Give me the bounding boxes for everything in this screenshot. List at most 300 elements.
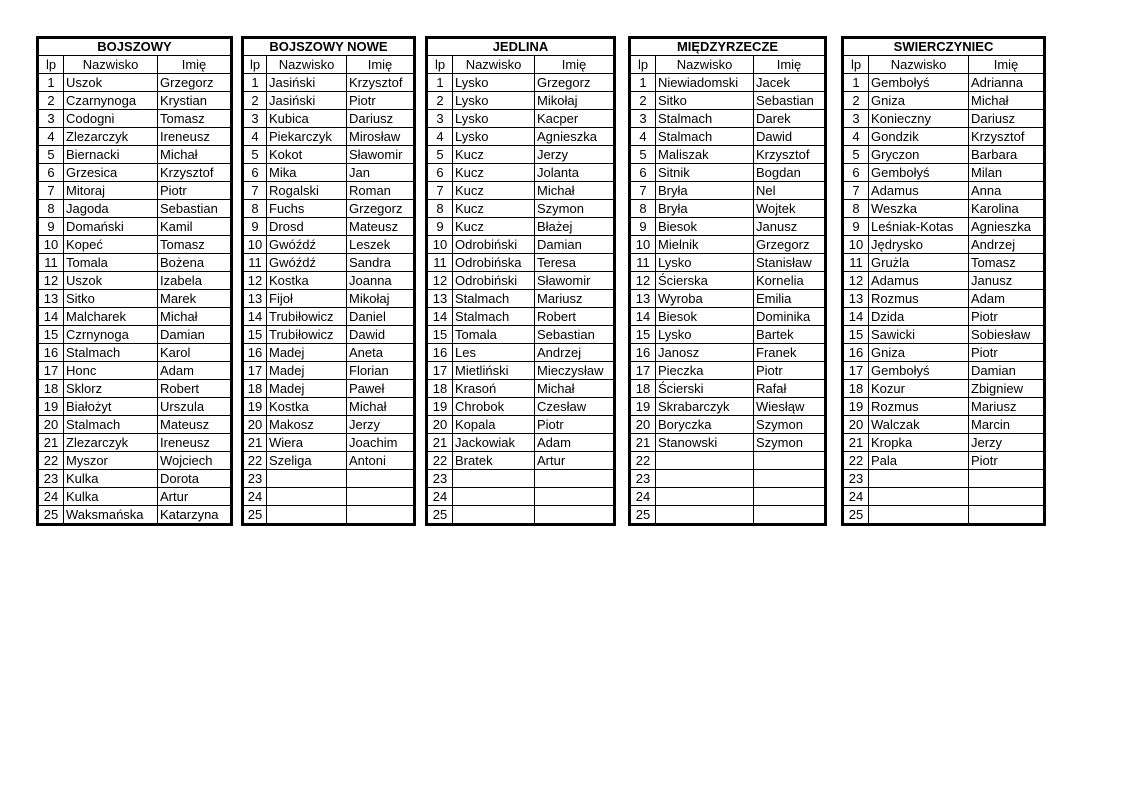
row-number: 25 <box>630 506 656 525</box>
first-name-cell: Bożena <box>158 254 232 272</box>
table-row <box>427 146 615 164</box>
row-number: 22 <box>630 452 656 470</box>
table-row <box>630 74 826 92</box>
first-name-cell: Mariusz <box>969 398 1045 416</box>
first-name-cell: Adam <box>158 362 232 380</box>
row-number: 1 <box>243 74 267 92</box>
first-name-cell: Adam <box>535 434 615 452</box>
table-row <box>427 200 615 218</box>
row-number: 6 <box>843 164 869 182</box>
table-row <box>38 452 232 470</box>
first-name-cell: Grzegorz <box>754 236 826 254</box>
row-number: 20 <box>243 416 267 434</box>
first-name-cell: Ireneusz <box>158 434 232 452</box>
surname-cell: Janosz <box>656 344 754 362</box>
row-number: 12 <box>243 272 267 290</box>
first-name-cell: Mateusz <box>158 416 232 434</box>
table-row <box>38 362 232 380</box>
table-row <box>243 506 415 525</box>
table-row <box>243 344 415 362</box>
lp-header: lp <box>38 56 64 74</box>
surname-cell: Kostka <box>267 398 347 416</box>
first-name-cell: Kacper <box>535 110 615 128</box>
first-name-cell: Krzysztof <box>754 146 826 164</box>
table-row <box>630 92 826 110</box>
row-number: 4 <box>38 128 64 146</box>
first-name-cell: Nel <box>754 182 826 200</box>
table-row <box>427 182 615 200</box>
first-name-cell: Jacek <box>754 74 826 92</box>
row-number: 9 <box>38 218 64 236</box>
surname-cell: Kostka <box>267 272 347 290</box>
table-row <box>843 290 1045 308</box>
first-name-cell: Dariusz <box>347 110 415 128</box>
row-number: 17 <box>38 362 64 380</box>
village-table <box>425 36 616 526</box>
table-row <box>243 380 415 398</box>
surname-cell: Madej <box>267 362 347 380</box>
first-name-cell: Jolanta <box>535 164 615 182</box>
first-name-cell: Paweł <box>347 380 415 398</box>
first-name-header: Imię <box>754 56 826 74</box>
surname-cell: Kopala <box>453 416 535 434</box>
row-number: 16 <box>38 344 64 362</box>
table-row <box>630 254 826 272</box>
first-name-cell: Piotr <box>754 362 826 380</box>
surname-cell: Kokot <box>267 146 347 164</box>
first-name-cell: Janusz <box>754 218 826 236</box>
first-name-cell: Piotr <box>158 182 232 200</box>
surname-cell: Stalmach <box>656 128 754 146</box>
table-row <box>38 326 232 344</box>
surname-cell: Kucz <box>453 146 535 164</box>
table-row <box>630 362 826 380</box>
row-number: 3 <box>243 110 267 128</box>
table-row <box>843 308 1045 326</box>
surname-cell: Les <box>453 344 535 362</box>
table-row <box>38 344 232 362</box>
row-number: 10 <box>427 236 453 254</box>
first-name-cell: Sobiesław <box>969 326 1045 344</box>
table-row <box>843 218 1045 236</box>
surname-cell: Gembołyś <box>869 164 969 182</box>
first-name-cell <box>535 506 615 525</box>
table-row <box>843 398 1045 416</box>
table-row <box>843 92 1045 110</box>
row-number: 5 <box>427 146 453 164</box>
first-name-cell: Szymon <box>754 434 826 452</box>
surname-cell: Jackowiak <box>453 434 535 452</box>
table-row <box>843 362 1045 380</box>
surname-cell: Walczak <box>869 416 969 434</box>
row-number: 21 <box>38 434 64 452</box>
table-row <box>630 290 826 308</box>
first-name-cell: Franek <box>754 344 826 362</box>
surname-cell: Kopeć <box>64 236 158 254</box>
row-number: 4 <box>630 128 656 146</box>
surname-cell: Stalmach <box>453 308 535 326</box>
table-row <box>427 128 615 146</box>
table-row <box>843 164 1045 182</box>
surname-cell: Zlezarczyk <box>64 128 158 146</box>
row-number: 14 <box>843 308 869 326</box>
surname-cell: Ścierski <box>656 380 754 398</box>
table-row <box>427 380 615 398</box>
first-name-cell <box>347 488 415 506</box>
first-name-cell: Mateusz <box>347 218 415 236</box>
table-row <box>38 290 232 308</box>
table-row <box>630 434 826 452</box>
table-row <box>630 470 826 488</box>
surname-cell: Grzesica <box>64 164 158 182</box>
table-row <box>630 218 826 236</box>
table-row <box>427 290 615 308</box>
surname-cell: Wyroba <box>656 290 754 308</box>
surname-cell: Chrobok <box>453 398 535 416</box>
first-name-cell: Szymon <box>754 416 826 434</box>
row-number: 18 <box>243 380 267 398</box>
row-number: 24 <box>38 488 64 506</box>
row-number: 22 <box>843 452 869 470</box>
row-number: 22 <box>427 452 453 470</box>
surname-cell: Sitnik <box>656 164 754 182</box>
row-number: 11 <box>630 254 656 272</box>
table-row <box>427 92 615 110</box>
surname-header: Nazwisko <box>267 56 347 74</box>
table-row <box>843 452 1045 470</box>
table-row <box>630 236 826 254</box>
table-row <box>38 200 232 218</box>
row-number: 15 <box>38 326 64 344</box>
first-name-cell: Artur <box>535 452 615 470</box>
first-name-cell: Darek <box>754 110 826 128</box>
surname-cell: Uszok <box>64 74 158 92</box>
table-row <box>843 380 1045 398</box>
surname-cell: Biesok <box>656 308 754 326</box>
surname-cell: Adamus <box>869 272 969 290</box>
surname-cell: Leśniak-Kotas <box>869 218 969 236</box>
surname-cell: Kropka <box>869 434 969 452</box>
first-name-cell: Karolina <box>969 200 1045 218</box>
surname-cell: Mielnik <box>656 236 754 254</box>
first-name-cell: Florian <box>347 362 415 380</box>
row-number: 8 <box>38 200 64 218</box>
first-name-cell: Krzysztof <box>347 74 415 92</box>
surname-cell: Madej <box>267 344 347 362</box>
first-name-cell: Adrianna <box>969 74 1045 92</box>
row-number: 23 <box>843 470 869 488</box>
first-name-cell: Jerzy <box>535 146 615 164</box>
row-number: 6 <box>243 164 267 182</box>
row-number: 12 <box>843 272 869 290</box>
first-name-cell <box>754 470 826 488</box>
row-number: 18 <box>427 380 453 398</box>
surname-cell: Odrobiński <box>453 236 535 254</box>
table-row <box>630 380 826 398</box>
row-number: 6 <box>38 164 64 182</box>
row-number: 22 <box>243 452 267 470</box>
row-number: 6 <box>630 164 656 182</box>
first-name-cell: Teresa <box>535 254 615 272</box>
row-number: 7 <box>243 182 267 200</box>
first-name-cell: Grzegorz <box>535 74 615 92</box>
table-row <box>843 326 1045 344</box>
surname-cell: Gondzik <box>869 128 969 146</box>
first-name-cell <box>754 452 826 470</box>
row-number: 9 <box>427 218 453 236</box>
row-number: 12 <box>630 272 656 290</box>
first-name-cell: Sebastian <box>535 326 615 344</box>
surname-cell: Kucz <box>453 164 535 182</box>
table-row <box>630 182 826 200</box>
row-number: 20 <box>427 416 453 434</box>
row-number: 15 <box>243 326 267 344</box>
first-name-cell <box>969 470 1045 488</box>
first-name-cell: Bartek <box>754 326 826 344</box>
surname-cell: Jędrysko <box>869 236 969 254</box>
row-number: 5 <box>843 146 869 164</box>
surname-cell: Weszka <box>869 200 969 218</box>
first-name-cell: Piotr <box>969 308 1045 326</box>
surname-cell: Stalmach <box>656 110 754 128</box>
surname-cell: Adamus <box>869 182 969 200</box>
surname-cell: Grużla <box>869 254 969 272</box>
surname-cell: Piekarczyk <box>267 128 347 146</box>
row-number: 21 <box>243 434 267 452</box>
row-number: 21 <box>630 434 656 452</box>
surname-header: Nazwisko <box>64 56 158 74</box>
table-row <box>630 452 826 470</box>
row-number: 1 <box>630 74 656 92</box>
row-number: 4 <box>427 128 453 146</box>
surname-cell: Pieczka <box>656 362 754 380</box>
table-title: BOJSZOWY NOWE <box>243 38 415 56</box>
first-name-cell <box>535 470 615 488</box>
table-row <box>630 272 826 290</box>
first-name-cell: Leszek <box>347 236 415 254</box>
surname-cell: Codogni <box>64 110 158 128</box>
table-row <box>843 272 1045 290</box>
row-number: 13 <box>243 290 267 308</box>
table-row <box>427 74 615 92</box>
surname-cell: Malcharek <box>64 308 158 326</box>
lp-header: lp <box>427 56 453 74</box>
row-number: 9 <box>630 218 656 236</box>
surname-cell: Trubiłowicz <box>267 326 347 344</box>
row-number: 21 <box>427 434 453 452</box>
table-row <box>243 146 415 164</box>
row-number: 14 <box>38 308 64 326</box>
first-name-cell: Michał <box>535 182 615 200</box>
first-name-cell: Wojtek <box>754 200 826 218</box>
surname-cell <box>267 470 347 488</box>
first-name-cell <box>347 470 415 488</box>
row-number: 14 <box>630 308 656 326</box>
first-name-cell: Michał <box>347 398 415 416</box>
row-number: 19 <box>630 398 656 416</box>
table-row <box>843 344 1045 362</box>
row-number: 13 <box>630 290 656 308</box>
row-number: 23 <box>427 470 453 488</box>
first-name-cell: Sławomir <box>535 272 615 290</box>
table-row <box>38 488 232 506</box>
first-name-cell: Agnieszka <box>535 128 615 146</box>
table-row <box>843 146 1045 164</box>
surname-cell: Mitoraj <box>64 182 158 200</box>
surname-cell: Kucz <box>453 218 535 236</box>
row-number: 16 <box>427 344 453 362</box>
table-row <box>38 218 232 236</box>
table-row <box>243 470 415 488</box>
table-row <box>38 92 232 110</box>
table-row <box>630 308 826 326</box>
row-number: 25 <box>843 506 869 525</box>
first-name-cell: Marek <box>158 290 232 308</box>
surname-cell: Białożyt <box>64 398 158 416</box>
table-row <box>243 308 415 326</box>
surname-cell: Drosd <box>267 218 347 236</box>
surname-cell: Niewiadomski <box>656 74 754 92</box>
row-number: 8 <box>427 200 453 218</box>
row-number: 4 <box>243 128 267 146</box>
surname-cell <box>453 506 535 525</box>
first-name-cell: Błażej <box>535 218 615 236</box>
row-number: 18 <box>843 380 869 398</box>
table-row <box>243 182 415 200</box>
surname-cell: Czarnynoga <box>64 92 158 110</box>
first-name-cell: Kornelia <box>754 272 826 290</box>
surname-cell: Jagoda <box>64 200 158 218</box>
table-row <box>427 398 615 416</box>
surname-cell: Kubica <box>267 110 347 128</box>
first-name-cell: Piotr <box>969 344 1045 362</box>
row-number: 5 <box>630 146 656 164</box>
first-name-cell: Tomasz <box>158 110 232 128</box>
first-name-cell: Sandra <box>347 254 415 272</box>
surname-cell <box>453 470 535 488</box>
table-row <box>243 128 415 146</box>
table-row <box>243 92 415 110</box>
table-row <box>38 236 232 254</box>
table-row <box>427 326 615 344</box>
first-name-cell: Andrzej <box>535 344 615 362</box>
table-row <box>243 398 415 416</box>
surname-cell: Ścierska <box>656 272 754 290</box>
row-number: 8 <box>243 200 267 218</box>
table-row <box>243 488 415 506</box>
first-name-cell: Mariusz <box>535 290 615 308</box>
row-number: 15 <box>843 326 869 344</box>
table-row <box>38 146 232 164</box>
surname-cell: Sitko <box>64 290 158 308</box>
surname-cell: Gniza <box>869 344 969 362</box>
row-number: 19 <box>843 398 869 416</box>
row-number: 16 <box>630 344 656 362</box>
surname-cell: Wiera <box>267 434 347 452</box>
surname-cell: Honc <box>64 362 158 380</box>
first-name-cell: Jerzy <box>969 434 1045 452</box>
row-number: 8 <box>843 200 869 218</box>
surname-cell: Rozmus <box>869 398 969 416</box>
village-table <box>628 36 827 526</box>
row-number: 23 <box>243 470 267 488</box>
table-row <box>427 254 615 272</box>
surname-cell: Domański <box>64 218 158 236</box>
table-row <box>38 398 232 416</box>
table-row <box>843 488 1045 506</box>
table-row <box>843 506 1045 525</box>
row-number: 17 <box>243 362 267 380</box>
first-name-cell <box>754 506 826 525</box>
row-number: 4 <box>843 128 869 146</box>
surname-cell: Gwóźdź <box>267 236 347 254</box>
table-row <box>630 164 826 182</box>
table-row <box>427 452 615 470</box>
row-number: 7 <box>427 182 453 200</box>
first-name-cell <box>969 488 1045 506</box>
lp-header: lp <box>243 56 267 74</box>
table-row <box>243 74 415 92</box>
surname-cell: Szeliga <box>267 452 347 470</box>
table-row <box>243 110 415 128</box>
surname-cell: Maliszak <box>656 146 754 164</box>
table-row <box>427 110 615 128</box>
first-name-cell: Adam <box>969 290 1045 308</box>
table-row <box>38 434 232 452</box>
row-number: 23 <box>38 470 64 488</box>
row-number: 14 <box>427 308 453 326</box>
first-name-cell: Jerzy <box>347 416 415 434</box>
first-name-cell: Janusz <box>969 272 1045 290</box>
surname-cell: Tomala <box>453 326 535 344</box>
table-row <box>427 272 615 290</box>
surname-cell: Gembołyś <box>869 362 969 380</box>
table-row <box>843 200 1045 218</box>
first-name-cell: Michał <box>535 380 615 398</box>
table-row <box>243 326 415 344</box>
row-number: 10 <box>630 236 656 254</box>
table-row <box>843 128 1045 146</box>
table-row <box>427 416 615 434</box>
table-row <box>427 218 615 236</box>
first-name-cell: Mikołaj <box>535 92 615 110</box>
row-number: 15 <box>427 326 453 344</box>
row-number: 3 <box>427 110 453 128</box>
surname-cell: Lysko <box>656 254 754 272</box>
surname-cell: Boryczka <box>656 416 754 434</box>
row-number: 7 <box>38 182 64 200</box>
surname-cell <box>656 488 754 506</box>
row-number: 13 <box>38 290 64 308</box>
table-row <box>38 470 232 488</box>
first-name-cell: Milan <box>969 164 1045 182</box>
surname-cell: Rogalski <box>267 182 347 200</box>
surname-cell: Gniza <box>869 92 969 110</box>
surname-cell: Lysko <box>453 110 535 128</box>
surname-cell: Kucz <box>453 182 535 200</box>
row-number: 7 <box>843 182 869 200</box>
surname-cell: Sitko <box>656 92 754 110</box>
surname-cell <box>656 452 754 470</box>
table-row <box>38 254 232 272</box>
table-title: MIĘDZYRZECZE <box>630 38 826 56</box>
surname-cell: Uszok <box>64 272 158 290</box>
first-name-cell: Sławomir <box>347 146 415 164</box>
surname-cell: Kulka <box>64 470 158 488</box>
first-name-cell: Krzysztof <box>969 128 1045 146</box>
first-name-cell: Dominika <box>754 308 826 326</box>
surname-cell: Jasiński <box>267 92 347 110</box>
